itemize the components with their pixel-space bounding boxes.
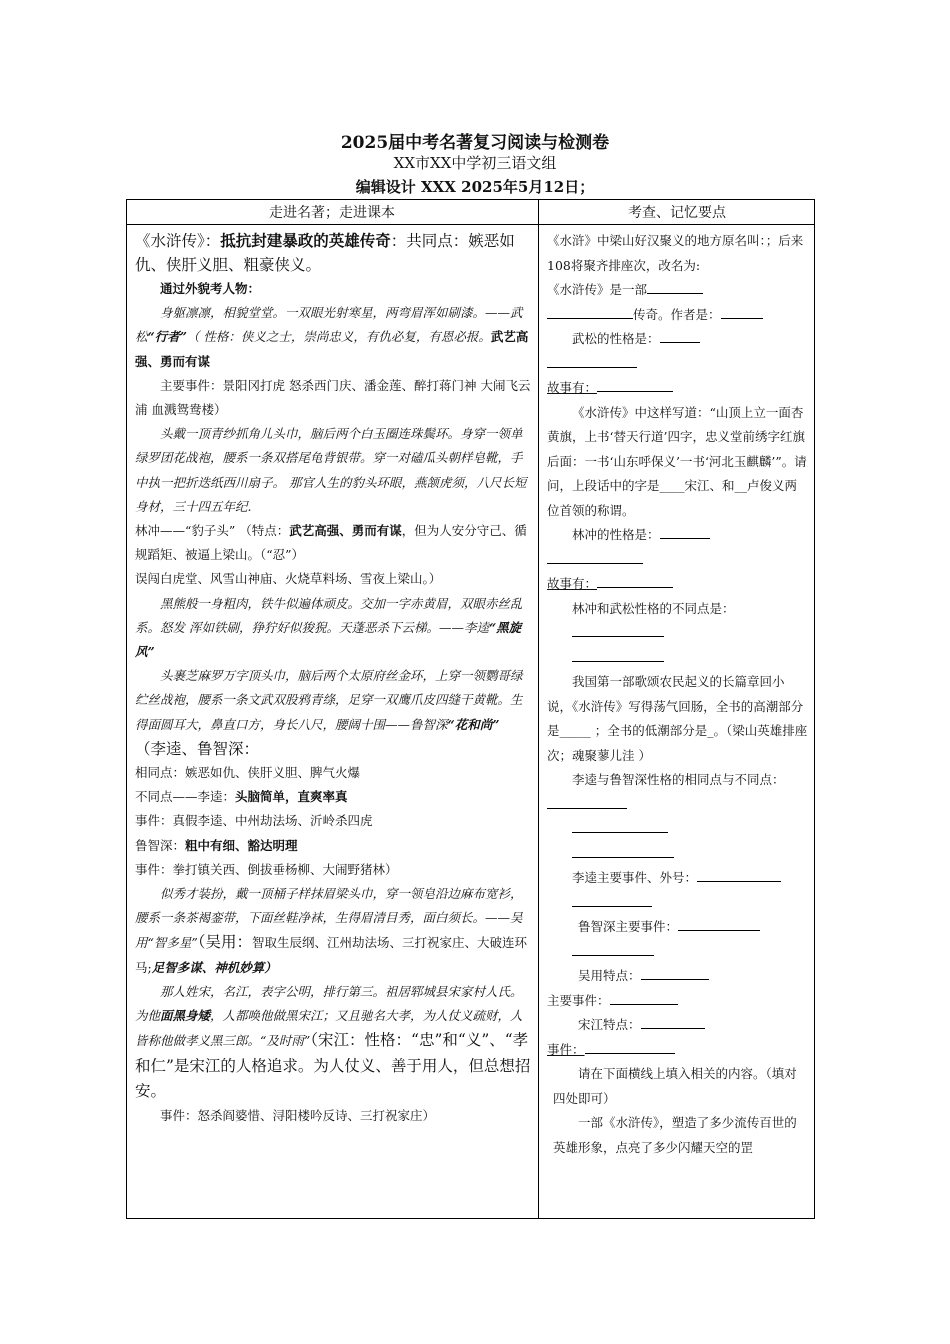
compare-diff-b: 头脑简单，直爽率真 (235, 789, 348, 805)
wuyong-b: 智取生辰纲、江州劫法场、三打祝家庄、大破连环马; (135, 935, 528, 975)
linchong-trait (135, 519, 531, 567)
songjiang-block (135, 980, 531, 1104)
wusong-events: 主要事件：景阳冈打虎 怒杀西门庆、潘金莲、醉打蒋门神 大闹飞云浦 血溅鸳鸯楼） (135, 377, 531, 418)
luzhishen-events: 事件：拳打镇关西、倒拔垂杨柳、大闹野猪林） (135, 861, 398, 877)
q8: 林冲和武松性格的不同点是： (572, 600, 735, 616)
q7 (547, 572, 809, 597)
songjiang-events: 事件：怒杀阎婆惜、浔阳楼吟反诗、三打祝家庄） (160, 1107, 436, 1123)
likui-nick: “黑旋风” (135, 619, 522, 660)
answer-blank[interactable] (572, 941, 654, 956)
compare-diff-a: 不同点——李逵： (135, 789, 236, 805)
intro-theme: 抵抗封建暴政的英雄传奇 (220, 231, 391, 250)
luzhishen-nick: “花和尚” (447, 716, 500, 732)
wusong-trait-bold: 武艺高强、勇而有谋 (135, 329, 529, 369)
q15-text: 宋江特点： (578, 1017, 641, 1032)
likui-desc (135, 592, 531, 665)
answer-blank[interactable] (721, 304, 763, 319)
q1: 《水浒》中梁山好汉聚义的地方原名叫：；后来108将聚齐排座次，改名为: (547, 233, 804, 273)
answer-blank[interactable] (641, 965, 709, 980)
luzhishen-a: 鲁智深： (135, 837, 186, 853)
page-org: XX市XX中学初三语文组 (393, 154, 557, 172)
q6-text: 林冲的性格是： (572, 527, 660, 542)
songjiang-trait: （宋江：性格：“忠”和“义”、“孝和仁”是宋江的人格追求。为人仗义、善于用人，但总想招安。 (135, 1031, 531, 1100)
q8-line-1 (547, 621, 809, 646)
q2-a: 《水浒传》是一部 (547, 282, 648, 297)
wusong-desc: 身躯凛凛，相貌堂堂。一双眼光射寒星，两弯眉浑如刷漆。——武松 (135, 305, 523, 345)
songjiang-desc-a: 那人姓宋，名江，表字公明，排行第三。祖居郓城县宋家村人氏。为他 (135, 983, 523, 1024)
page-editor: 编辑设计 XXX 2025年5月12日； (355, 178, 595, 196)
q12-line (547, 940, 809, 965)
column-divider (538, 199, 539, 1219)
answer-blank[interactable] (610, 990, 678, 1005)
likui-events: 事件：真假李逵、中州劫法场、沂岭杀四虎 (135, 813, 373, 829)
q18: 一部《水浒传》，塑造了多少流传百世的英雄形象，点亮了多少闪耀天空的罡 (553, 1115, 797, 1155)
answer-blank[interactable] (641, 1014, 705, 1029)
q10 (547, 768, 809, 817)
answer-blank[interactable] (547, 353, 637, 368)
right-column (547, 229, 809, 1160)
compare-same: 相同点：嫉恶如仇、侠肝义胆、脾气火爆 (135, 765, 361, 781)
intro-text: 《水浒传》： (135, 232, 221, 250)
compare-diff (135, 785, 531, 809)
answer-blank[interactable] (697, 867, 781, 882)
section-heading: 通过外貌考人物： (160, 281, 261, 296)
answer-blank[interactable] (572, 843, 674, 858)
linchong-desc: 头戴一顶青纱抓角儿头巾，脑后两个白玉圈连珠鬓环。身穿一领单绿罗团花战袍，腰系一条双搭尾龟背银带。穿一对磕瓜头朝样皂靴，手中执一把折迭纸西川扇子。 那官人生的豹头环眼，燕颔虎须，八尺长短身材，三十四五年纪. (135, 426, 527, 514)
answer-blank[interactable] (547, 304, 633, 319)
q16-text: 事件： (547, 1041, 585, 1057)
answer-blank[interactable] (660, 524, 710, 539)
answer-blank[interactable] (597, 573, 673, 588)
q3-line (547, 352, 809, 377)
wusong-trait: （ 性格：侠义之士，崇尚忠义，有仇必复，有恩必报。 (186, 329, 491, 345)
songjiang-desc-b: 面黑身矮 (160, 1008, 211, 1024)
left-column-header: 走进名著；走进课本 (269, 205, 395, 221)
q8-line-2 (547, 646, 809, 671)
q13 (547, 964, 809, 989)
wuyong-a: （吴用： (197, 933, 253, 952)
songjiang-desc-c: ，人都唤他做黑宋江；又且驰名大孝，为人仗义疏财，人皆称他做孝义黑三郎。“及时雨” (135, 1008, 523, 1049)
q14 (547, 989, 809, 1014)
wuyong-block (135, 882, 531, 980)
wuyong-c: 足智多谋、神机妙算） (151, 959, 277, 975)
left-column (135, 229, 531, 1128)
q7-text: 故事有： (547, 576, 598, 591)
q10-text: 李逵与鲁智深性格的相同点与不同点： (572, 772, 785, 787)
luzhishen-trait (135, 834, 531, 858)
answer-blank[interactable] (585, 1039, 675, 1054)
luzhishen-desc (135, 664, 531, 737)
q3 (547, 327, 809, 352)
q13-text: 吴用特点： (578, 968, 641, 983)
q15 (547, 1013, 809, 1038)
q10-line-2 (547, 842, 809, 867)
answer-blank[interactable] (660, 328, 700, 343)
q2-b: 传奇。作者是： (633, 306, 721, 322)
linchong-events: 误闯白虎堂、风雪山神庙、火烧草料场、雪夜上梁山。） (135, 571, 442, 587)
answer-blank[interactable] (597, 377, 673, 392)
q12 (547, 915, 809, 940)
q12-text: 鲁智深主要事件： (578, 919, 679, 934)
q4 (547, 376, 809, 401)
q11-text: 李逵主要事件、外号： (572, 870, 698, 885)
luzhishen-desc-text: 头裹芝麻罗万字顶头巾，脑后两个太原府丝金环，上穿一领鹦哥绿纻丝战袍，腰系一条文武双股鸦青绦，足穿一双鹰爪皮四缝干黄靴。生得面圆耳大，鼻直口方，身长八尺，腰阔十围——鲁智深 (135, 668, 523, 732)
right-column-header: 考查、记忆要点 (628, 205, 726, 221)
q10-line-1 (547, 817, 809, 842)
wusong-nick: “行者” (147, 329, 187, 345)
answer-blank[interactable] (547, 549, 643, 564)
answer-blank[interactable] (572, 647, 664, 662)
q5: 《水浒传》中这样写道：“山顶上立一面杏黄旗，上书‘替天行道’四字，忠义堂前绣字红旗后面：一书‘山东呼保义’一书‘河北玉麒麟’”。请问，上段话中的字是____宋江、和__卢俊义两位首领的称谓。 (547, 404, 807, 518)
linchong-b: 武艺高强、勇而有谋 (289, 523, 402, 539)
q3-text: 武松的性格是： (572, 331, 660, 346)
likui-desc-text: 黑熊般一身粗肉，铁牛似遍体顽皮。交加一字赤黄眉，双眼赤丝乱系。怒发 浑如铁刷，狰狞好似狻猊。天蓬恶杀下云梯。——李逵 (135, 595, 523, 635)
q17: 请在下面横线上填入相关的内容。（填对四处即可） (553, 1066, 797, 1106)
page-title: 2025届中考名著复习阅读与检测卷 (340, 133, 610, 153)
answer-blank[interactable] (572, 622, 664, 637)
q6 (547, 523, 809, 548)
answer-blank[interactable] (647, 279, 703, 294)
q9: 我国第一部歌颂农民起义的长篇章回小说，《水浒传》写得荡气回肠，全书的高潮部分是_____ ；全书的低潮部分是_。（梁山英雄排座次；魂聚蓼儿洼 ） (547, 674, 808, 763)
q6-line (547, 548, 809, 573)
linchong-a: 林冲——“豹子头” （特点： (135, 523, 290, 539)
q4-text: 故事有： (547, 380, 598, 395)
header-divider (126, 224, 815, 225)
q11 (547, 866, 809, 891)
linchong-c: ，但为人安分守己、循规蹈矩、被逼上梁山。（“忍”） (135, 523, 527, 563)
intro (135, 229, 531, 277)
compare-title: （李逵、鲁智深： (135, 739, 260, 758)
intro-common: ：共同点：嫉恶如仇、侠肝义胆、粗豪侠义。 (135, 232, 515, 274)
wusong-block (135, 301, 531, 374)
q11-line (547, 891, 809, 916)
luzhishen-b: 粗中有细、豁达明理 (185, 837, 298, 853)
wuyong-desc: 似秀才装扮，戴一顶桶子样抹眉梁头巾，穿一领皂沿边麻布宽衫，腰系一条茶褐銮带，下面丝鞋净袜，生得眉清目秀，面白须长。——吴用“智多星” (135, 886, 523, 951)
answer-blank[interactable] (572, 892, 652, 907)
answer-blank[interactable] (547, 794, 627, 809)
q14-text: 主要事件： (547, 992, 610, 1008)
q16 (547, 1038, 809, 1063)
answer-blank[interactable] (572, 818, 668, 833)
answer-blank[interactable] (678, 916, 760, 931)
q2 (547, 278, 809, 327)
